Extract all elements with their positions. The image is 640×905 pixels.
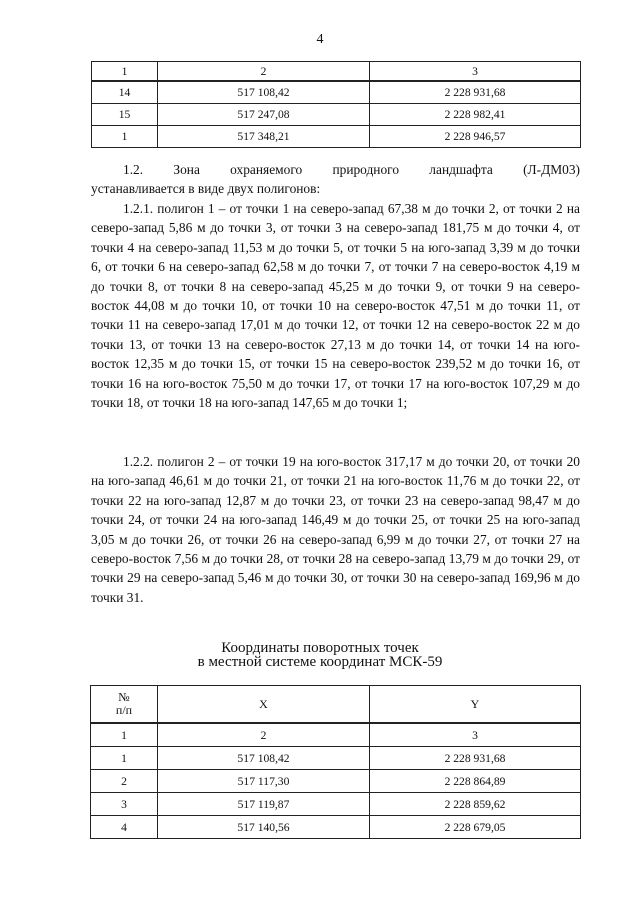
polygon-1-text: 1.2.1. полигон 1 – от точки 1 на северо-запад 67,38 м до точки 2, от точки 2 на северо-запад 5,86 м до точки 3, от точки 3 на северо-запад 181,75 м до точки 4, от точки 4 на северо-запад 11,53 м до точки 5, от точки 5 на юго-запад 3,39 м до точки 6, от точки 6 на северо-запад 62,58 м до точки 7, от точки 7 на северо-восток 4,19 м до точки 8, от точки 8 на северо-запад 45,25 м до точки 9, от точки 9 на северо-восток 44,08 м до точки 10, от точки 10 на северо-восток 47,51 м до точки 11, от точки 11 на северо-запад 17,01 м до точки 12, от точки 12 на северо-восток 22 м до точки 13, от точки 13 на северо-восток 27,13 м до точки 14, от точки 14 на юго-восток 12,35 м до точки 15, от точки 15 на северо-восток 239,52 м до точки 16, от точки 16 на юго-восток 75,50 м до точки 17, от точки 17 на юго-восток 107,29 м до точки 18, от точки 18 на юго-запад 147,65 м до точки 1; xyxy=(91,201,580,411)
table-row xyxy=(91,793,581,816)
header-number-sign: № xyxy=(118,690,130,704)
table-header-cell: 1 xyxy=(92,62,158,82)
table-cell: 2 xyxy=(91,770,158,793)
table-cell: 14 xyxy=(92,81,158,104)
table-cell: 2 xyxy=(158,723,370,747)
table-cell: 2 228 679,05 xyxy=(370,816,581,839)
table-cell: 4 xyxy=(91,816,158,839)
header-number-label: п/п xyxy=(115,703,133,717)
coords-title: Координаты поворотных точек xyxy=(221,640,419,656)
page-number: 4 xyxy=(316,32,324,47)
table-header-cell: 3 xyxy=(370,62,581,82)
table-cell: 2 228 864,89 xyxy=(370,770,581,793)
header-number xyxy=(91,686,158,724)
table-cell: 1 xyxy=(91,723,158,747)
table-cell: 517 108,42 xyxy=(158,81,370,104)
top-coordinates-table xyxy=(91,61,581,148)
table-cell: 517 348,21 xyxy=(158,126,370,148)
table-row xyxy=(91,770,581,793)
zone-paragraph xyxy=(91,160,580,199)
table-row xyxy=(92,81,581,104)
coordinates-table xyxy=(90,685,581,839)
table-cell: 3 xyxy=(91,793,158,816)
polygon-1-paragraph xyxy=(91,199,580,412)
zone-line-2: устанавливается в виде двух полигонов: xyxy=(91,181,321,197)
table-row xyxy=(91,747,581,770)
coords-subtitle: в местной системе координат МСК-59 xyxy=(197,654,443,670)
table-header-row xyxy=(91,686,581,724)
table-cell: 1 xyxy=(92,126,158,148)
table-cell: 2 228 946,57 xyxy=(370,126,581,148)
table-row xyxy=(91,816,581,839)
table-cell: 15 xyxy=(92,104,158,126)
table-cell: 517 247,08 xyxy=(158,104,370,126)
table-cell: 517 108,42 xyxy=(158,747,370,770)
column-number-row xyxy=(91,723,581,747)
table-cell: 1 xyxy=(91,747,158,770)
table-header-row xyxy=(92,62,581,82)
table-cell: 517 119,87 xyxy=(158,793,370,816)
table-cell: 2 228 931,68 xyxy=(370,747,581,770)
zone-line-1: 1.2. Зона охраняемого природного ландшафта (Л-ДМ03) xyxy=(123,162,580,177)
polygon-2-text: 1.2.2. полигон 2 – от точки 19 на юго-восток 317,17 м до точки 20, от точки 20 на юго-запад 46,61 м до точки 21, от точки 21 на юго-восток 11,76 м до точки 22, от точки 22 на юго-запад 12,87 м до точки 23, от точки 23 на северо-запад 98,47 м до точки 24, от точки 24 на юго-запад 146,49 м до точки 25, от точки 25 на юго-запад 3,05 м до точки 26, от точки 26 на северо-запад 6,99 м до точки 27, от точки 27 на северо-восток 7,56 м до точки 28, от точки 28 на северо-запад 13,79 м до точки 29, от точки 29 на северо-запад 5,46 м до точки 30, от точки 30 на северо-запад 169,96 м до точки 31. xyxy=(91,454,580,605)
table-cell: 2 228 931,68 xyxy=(370,81,581,104)
table-cell: 2 228 982,41 xyxy=(370,104,581,126)
header-y: Y xyxy=(370,686,581,724)
table-row xyxy=(92,126,581,148)
table-cell: 517 140,56 xyxy=(158,816,370,839)
table-row xyxy=(92,104,581,126)
table-cell: 517 117,30 xyxy=(158,770,370,793)
header-x: X xyxy=(158,686,370,724)
table-header-cell: 2 xyxy=(158,62,370,82)
table-cell: 2 228 859,62 xyxy=(370,793,581,816)
table-cell: 3 xyxy=(370,723,581,747)
polygon-2-paragraph xyxy=(91,452,580,607)
